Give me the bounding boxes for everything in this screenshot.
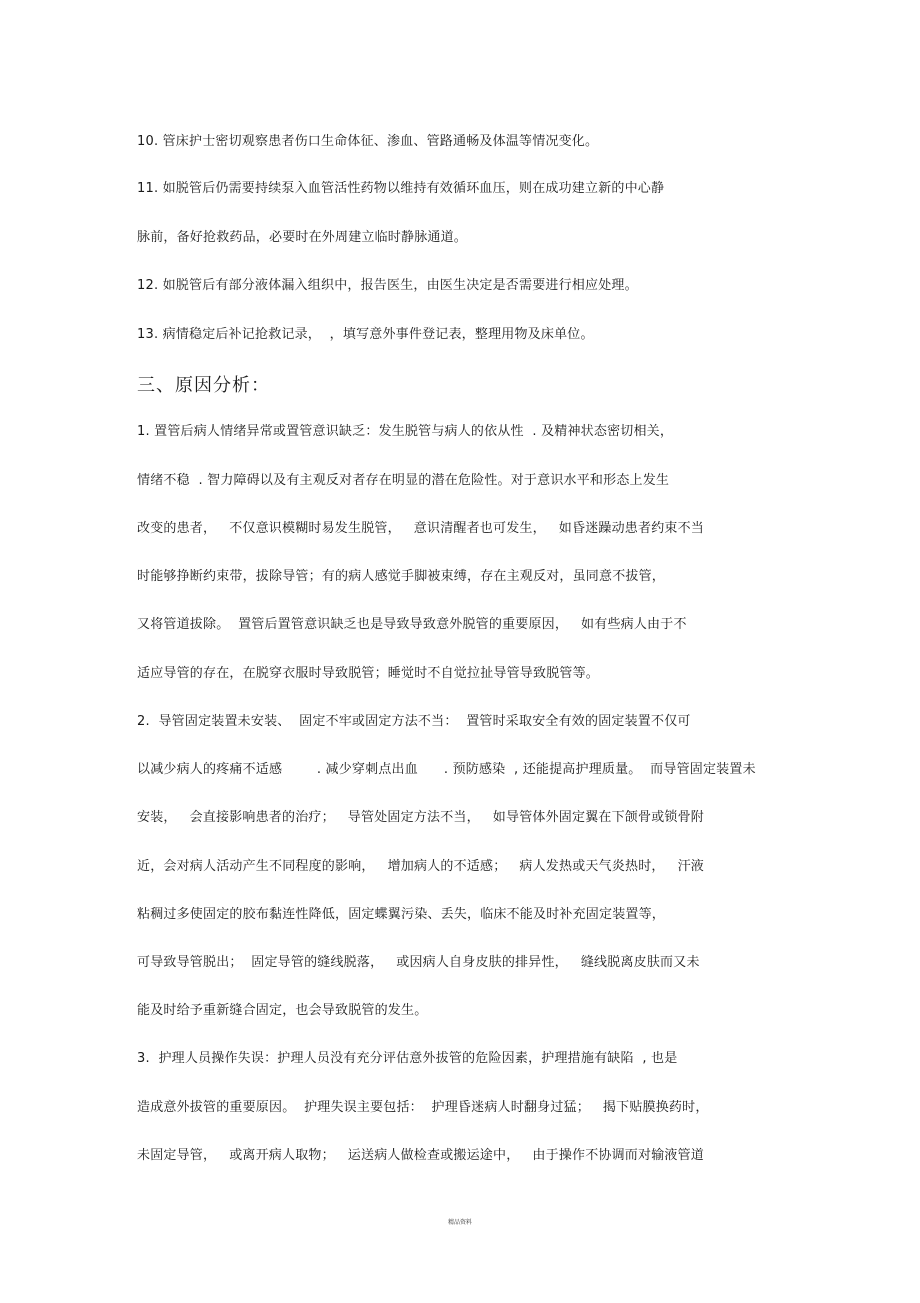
paragraph-line: 粘稠过多使固定的胶布黏连性降低，固定蝶翼污染、丢失，临床不能及时补充固定装置等，: [137, 907, 666, 922]
section-heading: 三、原因分析：: [137, 375, 270, 396]
paragraph-line: 改变的患者， 不仅意识模糊时易发生脱管， 意识清醒者也可发生， 如昏迷躁动患者约束不当: [137, 521, 704, 536]
paragraph-line: 11. 如脱管后仍需要持续泵入血管活性药物以维持有效循环血压，则在成功建立新的中心静: [137, 181, 665, 196]
paragraph-line: 10. 管床护士密切观察患者伤口生命体征、渗血、管路通畅及体温等情况变化。: [137, 134, 599, 149]
paragraph-line: 1. 置管后病人情绪异常或置管意识缺乏：发生脱管与病人的依从性 . 及精神状态密切相关，: [137, 424, 674, 439]
paragraph-line: 12. 如脱管后有部分液体漏入组织中，报告医生，由医生决定是否需要进行相应处理。: [137, 278, 638, 293]
paragraph-line: 适应导管的存在，在脱穿衣服时导致脱管；睡觉时不自觉拉扯导管导致脱管等。: [137, 666, 600, 681]
paragraph-line: 可导致导管脱出； 固定导管的缝线脱落， 或因病人自身皮肤的排异性， 缝线脱离皮肤而又未: [137, 955, 700, 970]
paragraph-line: 时能够挣断约束带，拔除导管；有的病人感觉手脚被束缚，存在主观反对，虽同意不拔管，: [137, 569, 666, 584]
paragraph-line: 能及时给予重新缝合固定，也会导致脱管的发生。: [137, 1003, 428, 1018]
paragraph-line: 13. 病情稳定后补记抢救记录， ，填写意外事件登记表，整理用物及床单位。: [137, 327, 594, 342]
paragraph-line: 脉前，备好抢救药品，必要时在外周建立临时静脉通道。: [137, 230, 468, 245]
paragraph-line: 3. 护理人员操作失误：护理人员没有充分评估意外拔管的危险因素，护理措施有缺陷 , 也是: [137, 1051, 678, 1066]
paragraph-line: 又将管道拔除。 置管后置管意识缺乏也是导致导致意外脱管的重要原因， 如有些病人由于不: [137, 617, 687, 632]
paragraph-line: 近，会对病人活动产生不同程度的影响， 增加病人的不适感； 病人发热或天气炎热时， 汗液: [137, 859, 704, 874]
paragraph-line: 造成意外拔管的重要原因。 护理失误主要包括： 护理昏迷病人时翻身过猛； 揭下贴膜换药时，: [137, 1100, 709, 1115]
paragraph-line: 以减少病人的疼痛不适感 . 减少穿刺点出血 . 预防感染 , 还能提高护理质量。 而导管固定装置未: [137, 762, 756, 777]
paragraph-line: 未固定导管， 或离开病人取物； 运送病人做检查或搬运途中， 由于操作不协调而对输液管道: [137, 1148, 704, 1163]
page-footer: 精品资料: [447, 1219, 472, 1226]
paragraph-line: 情绪不稳 . 智力障碍以及有主观反对者存在明显的潜在危险性。对于意识水平和形态上发生: [137, 473, 670, 488]
paragraph-line: 安装， 会直接影响患者的治疗； 导管处固定方法不当， 如导管体外固定翼在下颌骨或锁骨附: [137, 810, 704, 825]
paragraph-line: 2. 导管固定装置未安装、 固定不牢或固定方法不当： 置管时采取安全有效的固定装置不仅可: [137, 714, 691, 729]
